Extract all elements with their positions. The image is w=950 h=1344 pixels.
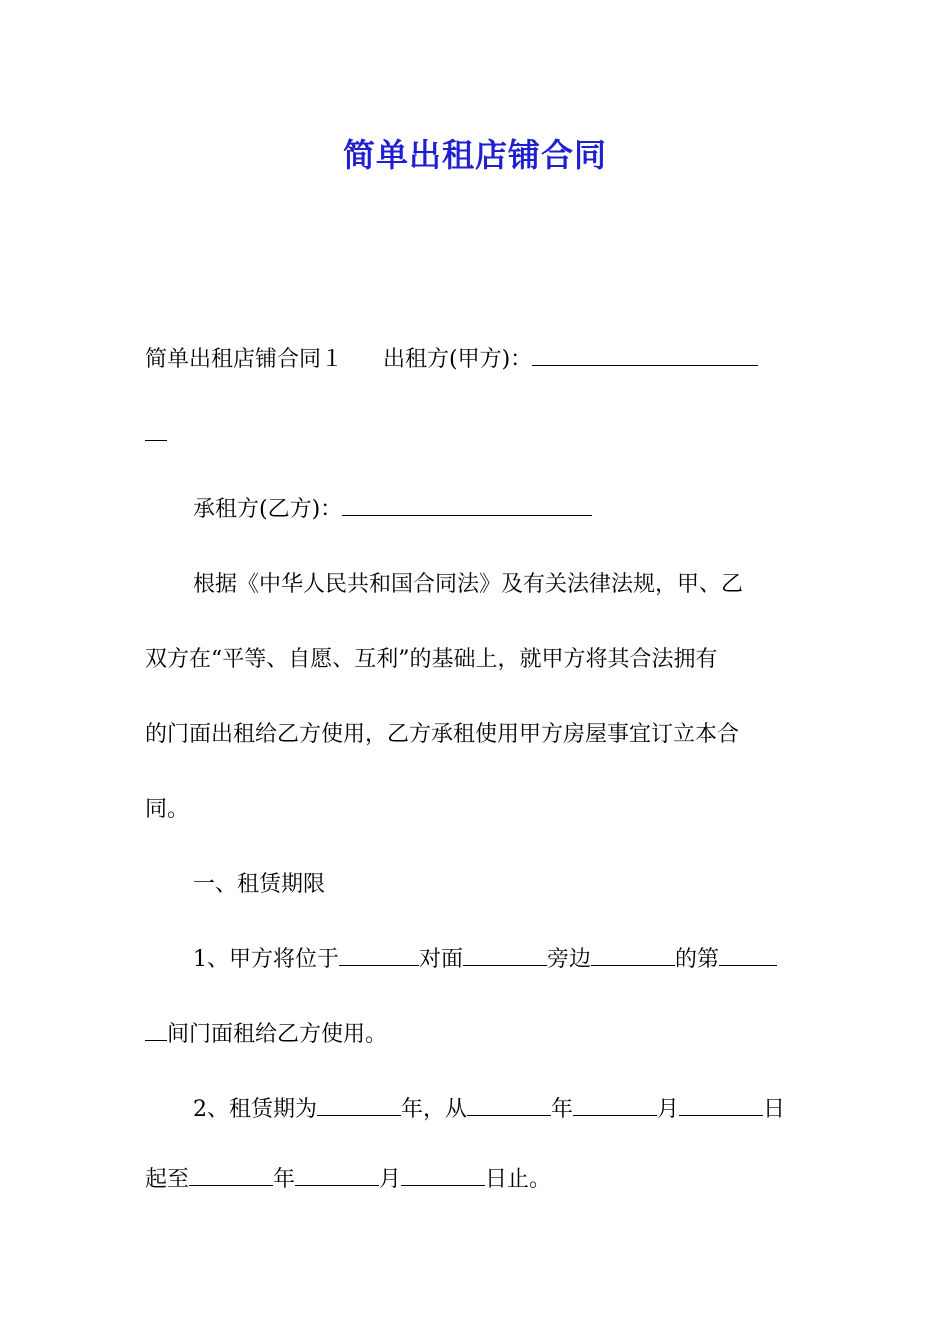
preamble-line-2: 双方在“平等、自愿、互利”的基础上，就甲方将其合法拥有 (145, 647, 718, 672)
clause-2-text-i: 日止。 (485, 1167, 552, 1192)
lessor-label: 出租方(甲方)： (383, 347, 533, 372)
clause-1-text-e: 间门面租给乙方使用。 (167, 1022, 388, 1047)
clause-2-text-e: 日 (763, 1097, 786, 1122)
clause-2-text-b: 年，从 (401, 1097, 468, 1122)
term-years-blank (317, 1095, 401, 1116)
clause-1-text-c: 旁边 (547, 947, 592, 972)
lessor-blank-tail (145, 420, 167, 441)
clause-1-line-1 (193, 945, 858, 975)
start-year-blank (467, 1095, 551, 1116)
clause-2-text-g: 年 (273, 1167, 296, 1192)
end-day-blank (401, 1165, 485, 1186)
clause-2-text-c: 年 (551, 1097, 574, 1122)
number-blank (719, 945, 777, 966)
section-heading-term: 一、租赁期限 (193, 872, 326, 897)
preamble-line-1: 根据《中华人民共和国合同法》及有关法律法规，甲、乙 (193, 572, 744, 597)
number-blank-tail (145, 1020, 167, 1041)
preamble-line-3: 的门面出租给乙方使用，乙方承租使用甲方房屋事宜订立本合 (145, 722, 740, 747)
location-blank (339, 945, 419, 966)
lessor-blank-continuation (145, 420, 810, 450)
clause-1-text-a: 1、甲方将位于 (193, 947, 339, 972)
lessee-line (193, 495, 858, 525)
start-day-blank (679, 1095, 763, 1116)
contract-heading-line (145, 345, 810, 375)
preamble-line-4: 同。 (145, 797, 190, 822)
clause-1-text-b: 对面 (419, 947, 464, 972)
clause-2-text-d: 月 (657, 1097, 680, 1122)
lessor-blank (532, 345, 758, 366)
clause-2-line-1 (193, 1095, 858, 1125)
clause-2-text-a: 2、租赁期为 (193, 1097, 317, 1122)
lessee-blank (342, 495, 592, 516)
start-month-blank (573, 1095, 657, 1116)
lessee-label: 承租方(乙方)： (193, 497, 343, 522)
document-title: 简单出租店铺合同 (342, 136, 607, 174)
end-year-blank (189, 1165, 273, 1186)
clause-1-text-d: 的第 (675, 947, 720, 972)
clause-2-text-h: 月 (379, 1167, 402, 1192)
opposite-blank (463, 945, 547, 966)
clause-2-text-f: 起至 (145, 1167, 190, 1192)
beside-blank (591, 945, 675, 966)
clause-1-line-2 (145, 1020, 810, 1050)
contract-number-text: 简单出租店铺合同１ (145, 347, 344, 372)
end-month-blank (295, 1165, 379, 1186)
clause-2-line-2 (145, 1165, 810, 1195)
